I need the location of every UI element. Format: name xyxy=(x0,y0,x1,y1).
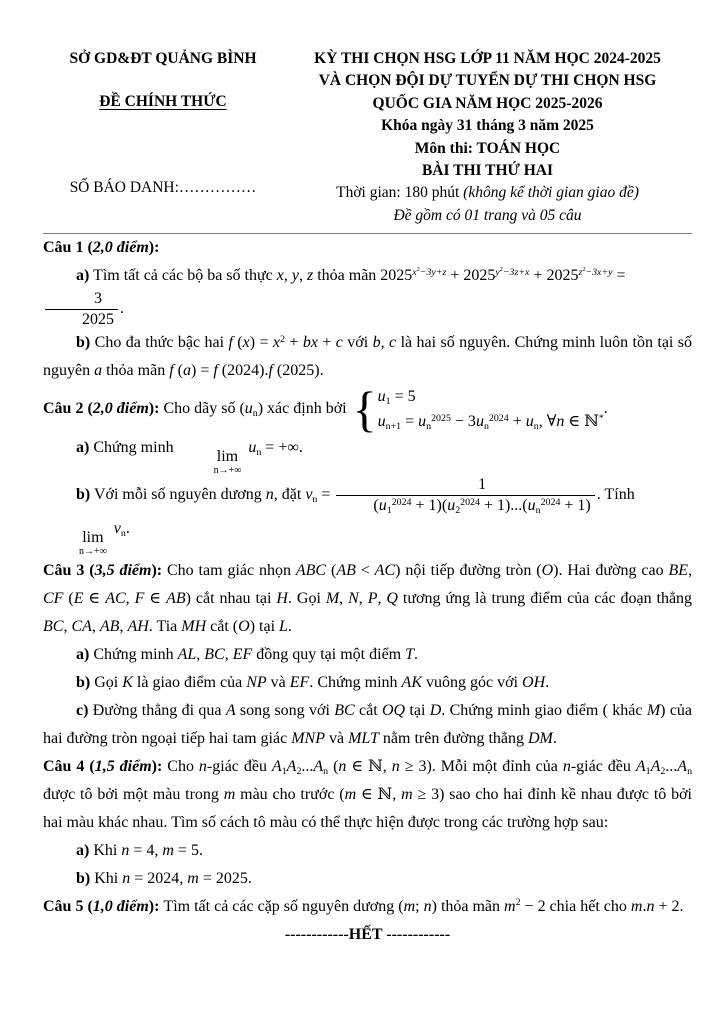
question-5: Câu 5 (1,0 điểm): Tìm tất cả các cặp số nguyên dương (m; n) thỏa mãn $m^2 - 2$ chia hết cho m.n + 2. xyxy=(43,897,684,915)
duration-text: Thời gian: 180 phút xyxy=(336,184,464,202)
exam-title-line1: KỲ THI CHỌN HSG LỚP 11 NĂM HỌC 2024-2025 xyxy=(314,50,661,67)
question-3-part-c: c) Đường thẳng đi qua A song song với BC cắt OQ tại D. Chứng minh giao điểm ( khác M) của hai đường tròn ngoại tiếp hai tam giác MNP và MLT nằm trên đường thẳng DM. xyxy=(43,701,693,747)
duration-line xyxy=(283,182,692,204)
question-1-heading: Câu 1 (2,0 điểm): xyxy=(43,239,160,257)
doc-type-label: ĐỀ CHÍNH THỨC xyxy=(99,93,227,110)
question-3-intro: Câu 3 (3,5 điểm): Cho tam giác nhọn ABC (AB < AC) nội tiếp đường tròn (O). Hai đường cao BE, CF (E ∈ AC, F ∈ AB) cắt nhau tại H. Gọi M, N, P, Q tương ứng là trung điểm của các đoạn thẳng BC, CA, AB, AH. Tia MH cắt (O) tại L. xyxy=(43,561,693,635)
session-date: Khóa ngày 31 tháng 3 năm 2025 xyxy=(381,117,594,135)
round-line: BÀI THI THỨ HAI xyxy=(421,162,554,180)
question-2-part-a: a) Chứng minh lim n→+∞ $u_n$ = +∞. xyxy=(76,439,303,477)
question-4-part-a: a) Khi n = 4, m = 5. xyxy=(76,841,203,859)
exam-title-line2: VÀ CHỌN ĐỘI DỰ TUYỂN DỰ THI CHỌN HSG xyxy=(318,72,657,90)
question-2-part-b: b) Với mỗi số nguyên dương n, đặt $v_n$ = $\frac{1}{(u_1^{2024} + 1)(u_2^{2024} + 1)...(u_n^{2024} + 1)}$ . Tính lim n→+∞ $v_n$. xyxy=(76,476,635,557)
subject-line: Môn thi: TOÁN HỌC xyxy=(414,139,561,157)
duration-note: (không kể thời gian giao đề) xyxy=(463,184,639,202)
header-left xyxy=(43,48,283,227)
end-marker-text: ------------HẾT ------------ xyxy=(284,925,451,943)
question-2-heading: Câu 2 (2,0 điểm): Cho dãy số $(u_n)$ xác định bởi { $u_1 = 5$ $u_{n+1} = u_n^{2025} - 3u_n^{2024} + u_n$, ∀n ∈ ℕ* . xyxy=(43,380,608,437)
doc-type-wrap xyxy=(43,91,283,113)
question-1-part-b: b) Cho đa thức bậc hai f $(x) = x^2$ + bx + c với b, c là hai số nguyên. Chứng minh luôn tồn tại số nguyên a thỏa mãn f (a) = f (2024).f (2025). xyxy=(43,333,693,380)
org-name: SỞ GD&ĐT QUẢNG BÌNH xyxy=(69,50,257,67)
candidate-number-label: SỐ BÁO DANH:…………… xyxy=(69,179,257,196)
exam-title-line3: QUỐC GIA NĂM HỌC 2025-2026 xyxy=(372,94,603,112)
question-1-part-a: a) Tìm tất cả các bộ ba số thực x, y, z thỏa mãn $2025^{x^2-3y+z} + 2025^{y^2-3z+x} + 2025^{z^2-3x+y}$ = $\frac{3}{2025}$ . xyxy=(43,262,692,329)
header-right xyxy=(283,48,692,227)
question-3-part-a: a) Chứng minh AL, BC, EF đồng quy tại một điểm T. xyxy=(76,645,419,663)
header xyxy=(43,48,692,227)
question-3-part-b: b) Gọi K là giao điểm của NP và EF. Chứng minh AK vuông góc với OH. xyxy=(76,673,550,691)
end-marker xyxy=(43,921,692,949)
pages-note: Đề gồm có 01 trang và 05 câu xyxy=(393,206,582,224)
question-4-part-b: b) Khi n = 2024, m = 2025. xyxy=(76,869,252,887)
question-4-intro: Câu 4 (1,5 điểm): Cho n-giác đều $A_1A_2...A_n$ (n ∈ ℕ, n ≥ 3). Mỗi một đỉnh của n-giác đều $A_1A_2...A_n$ được tô bởi một màu trong m màu cho trước (m ∈ ℕ, m ≥ 3) sao cho hai đỉnh kề nhau được tô bởi hai màu khác nhau. Tìm số cách tô màu có thể thực hiện được trong các trường hợp sau: xyxy=(43,757,693,831)
